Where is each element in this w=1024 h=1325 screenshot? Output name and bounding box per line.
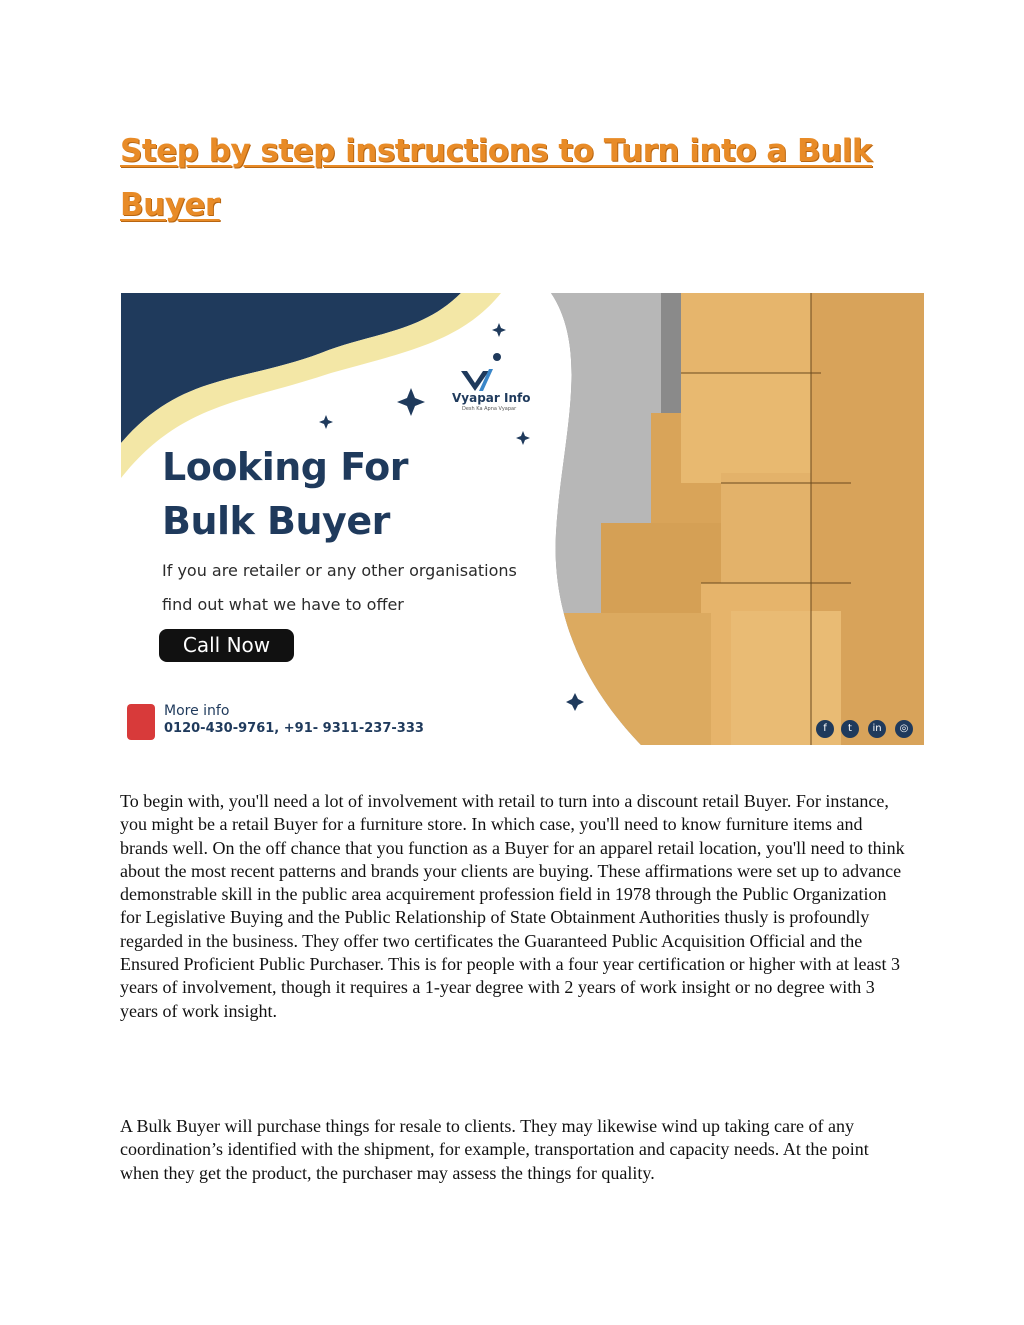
logo-name: Vyapar Info — [452, 391, 531, 405]
banner-subtext — [162, 554, 562, 622]
facebook-icon: f — [816, 720, 834, 738]
more-info-label: More info — [164, 703, 230, 719]
paragraph: To begin with, you'll need a lot of involvement with retail to turn into a discount retail Buyer. For instance, you might be a retail Buyer for a furniture store. In which case, you'll need to know furniture items and brands well. On the off chance that you function as a Buyer for an apparel retail location, you'll need to think about the most recent patterns and brands your clients are buying. These affirmations were set up to advance demonstrable skill in the public area acquirement profession field in 1978 through the Public Organization for Legislative Buying and the Public Relationship of State Obtainment Authorities thusly is profoundly regarded in the business. They offer two certificates the Guaranteed Public Acquisition Official and the Ensured Proficient Public Purchaser. This is for people with a four year certification or higher with at least 3 years of involvement, though it requires a 1-year degree with 2 years of work insight or no degree with 3 years of work insight. — [120, 791, 905, 1021]
paragraph: A Bulk Buyer will purchase things for resale to clients. They may likewise wind up taking care of any coordination’s identified with the shipment, for example, transportation and capacity needs. At the point when they get the product, the purchaser may assess the things for quality. — [120, 1116, 869, 1183]
logo-tagline: Desh Ka Apna Vyapar — [462, 406, 517, 412]
linkedin-icon: in — [868, 720, 886, 738]
banner-subtext-line2: find out what we have to offer — [162, 595, 404, 614]
twitter-icon: t — [841, 720, 859, 738]
instagram-icon: ◎ — [895, 720, 913, 738]
banner-headline — [162, 440, 462, 548]
phone-icon — [127, 704, 155, 740]
banner-headline-line1: Looking For — [162, 445, 408, 489]
banner-subtext-line1: If you are retailer or any other organisations — [162, 561, 517, 580]
contact-info — [164, 702, 424, 738]
call-now-button: Call Now — [159, 629, 294, 662]
banner-headline-line2: Bulk Buyer — [162, 499, 390, 543]
page-title: Step by step instructions to Turn into a Bulk Buyer — [120, 133, 873, 223]
phone-numbers: 0120-430-9761, +91- 9311-237-333 — [164, 721, 424, 736]
vyapar-logo-mark — [461, 353, 501, 391]
